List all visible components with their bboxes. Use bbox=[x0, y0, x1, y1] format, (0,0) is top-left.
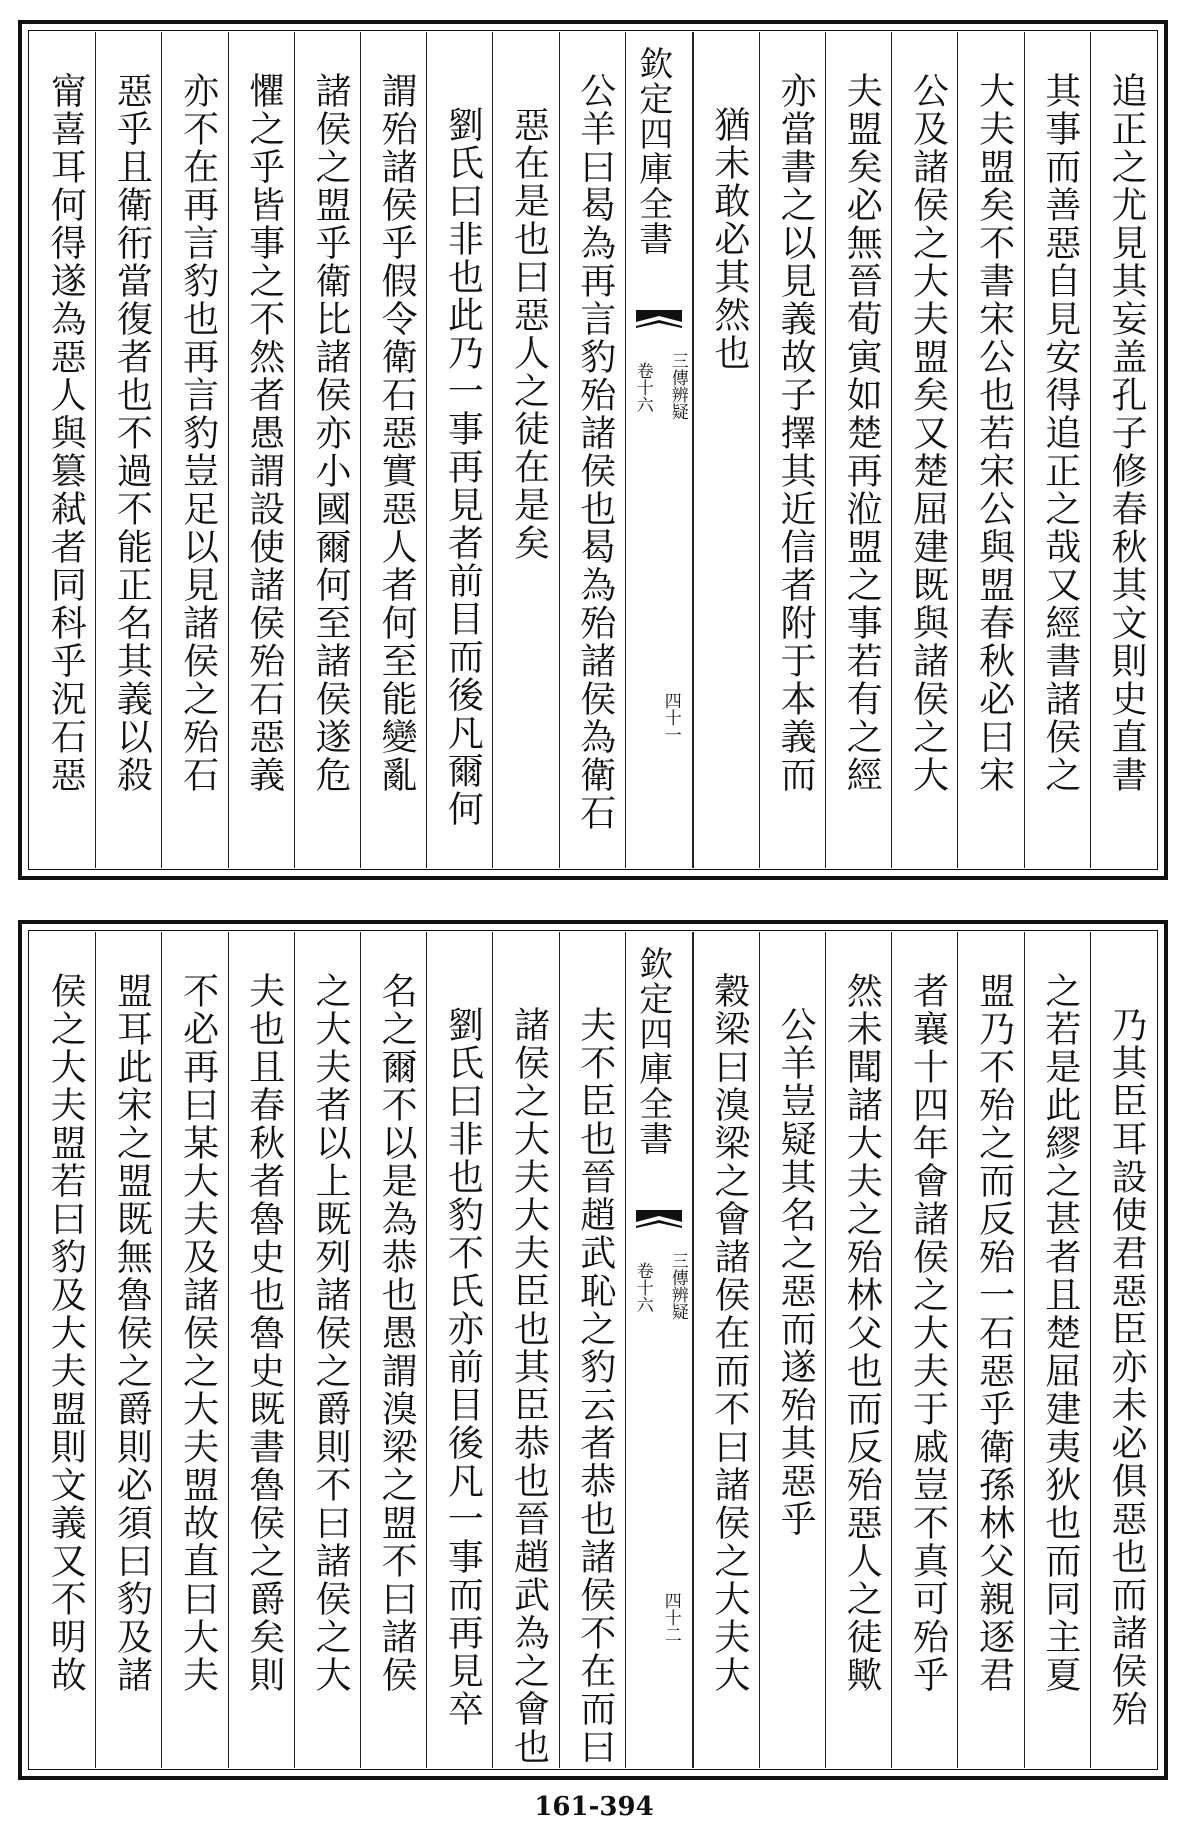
column-text: 亦不在再言豹也再言豹豈足以見諸侯之殆石 bbox=[177, 72, 219, 794]
text-column bbox=[30, 32, 95, 868]
text-column bbox=[759, 32, 825, 868]
text-column bbox=[1090, 932, 1156, 1768]
column-text: 亦當書之以見義故子擇其近信者附于本義而 bbox=[775, 72, 817, 794]
book-title: 三傳辨疑 bbox=[667, 352, 688, 420]
text-column bbox=[426, 32, 492, 868]
fish-tail-mark-icon bbox=[634, 1202, 684, 1242]
collection-title: 欽定四庫全書 bbox=[632, 46, 673, 256]
column-text: 劉氏曰非也豹不氏亦前目後凡一事而再見卒 bbox=[442, 1006, 484, 1728]
column-text: 諸侯之盟乎衛比諸侯亦小國爾何至諸侯遂危 bbox=[309, 72, 351, 794]
column-text: 追正之尤見其妄盖孔子修春秋其文則史直書 bbox=[1106, 72, 1147, 794]
volume-label: 卷十六 bbox=[632, 1262, 653, 1313]
text-column bbox=[294, 32, 360, 868]
column-text: 劉氏曰非也此乃一事再見者前目而後凡爾何 bbox=[442, 106, 484, 828]
column-text: 者襄十四年會諸侯之大夫于戚豈不真可殆乎 bbox=[907, 972, 949, 1694]
text-column bbox=[426, 932, 492, 1768]
bottom-page-columns bbox=[30, 932, 1156, 1768]
book-title: 三傳辨疑 bbox=[667, 1252, 688, 1320]
text-column bbox=[161, 32, 227, 868]
text-column bbox=[891, 932, 957, 1768]
column-text: 大夫盟矣不書宋公也若宋公與盟春秋必曰宋 bbox=[973, 72, 1015, 794]
column-text: 之若是此繆之甚者且楚屈建夷狄也而同主夏 bbox=[1039, 972, 1081, 1694]
column-text: 夫盟矣必無晉荀寅如楚再涖盟之事若有之經 bbox=[841, 72, 883, 794]
text-column bbox=[825, 932, 891, 1768]
column-text: 惡乎且衛衎當復者也不過不能正名其義以殺 bbox=[111, 72, 153, 794]
column-text: 盟乃不殆之而反殆一石惡乎衛孫林父親逐君 bbox=[973, 972, 1015, 1694]
text-column bbox=[559, 932, 625, 1768]
center-fold-column bbox=[625, 32, 693, 868]
text-column bbox=[1024, 932, 1090, 1768]
bottom-page bbox=[18, 920, 1168, 1780]
column-text: 公羊豈疑其名之惡而遂殆其惡乎 bbox=[775, 1006, 817, 1538]
folio-number: 四十一 bbox=[660, 692, 681, 743]
text-column bbox=[294, 932, 360, 1768]
text-column bbox=[1090, 32, 1156, 868]
column-text: 公及諸侯之大夫盟矣又楚屈建既與諸侯之大 bbox=[907, 72, 949, 794]
column-text: 惡在是也曰惡人之徒在是矣 bbox=[508, 106, 550, 562]
text-column bbox=[228, 32, 294, 868]
column-text: 之大夫者以上既列諸侯之爵則不曰諸侯之大 bbox=[309, 972, 351, 1694]
text-column bbox=[228, 932, 294, 1768]
text-column bbox=[95, 932, 161, 1768]
text-column bbox=[891, 32, 957, 868]
page-number-footer: 161-394 bbox=[534, 1792, 654, 1822]
column-text: 侯之大夫盟若曰豹及大夫盟則文義又不明故 bbox=[45, 972, 87, 1694]
column-text: 公羊曰曷為再言豹殆諸侯也曷為殆諸侯為衛石 bbox=[574, 72, 616, 832]
top-page-columns bbox=[30, 32, 1156, 868]
text-column bbox=[30, 932, 95, 1768]
text-column bbox=[492, 32, 558, 868]
column-text: 猶未敢必其然也 bbox=[708, 106, 750, 372]
text-column bbox=[492, 932, 558, 1768]
column-text: 夫也且春秋者魯史也魯史既書魯侯之爵矣則 bbox=[243, 972, 285, 1694]
text-column bbox=[95, 32, 161, 868]
text-column bbox=[759, 932, 825, 1768]
text-column bbox=[1024, 32, 1090, 868]
text-column bbox=[693, 932, 759, 1768]
folio-number: 四十二 bbox=[660, 1592, 681, 1643]
volume-label: 卷十六 bbox=[632, 362, 653, 413]
text-column bbox=[161, 932, 227, 1768]
column-text: 甯喜耳何得遂為惡人與篡弒者同科乎況石惡 bbox=[45, 72, 87, 794]
column-text: 穀梁曰溴梁之會諸侯在而不曰諸侯之大夫大 bbox=[708, 972, 750, 1694]
collection-title: 欽定四庫全書 bbox=[632, 946, 673, 1156]
column-text: 懼之乎皆事之不然者愚謂設使諸侯殆石惡義 bbox=[243, 72, 285, 794]
text-column bbox=[825, 32, 891, 868]
column-text: 不必再曰某大夫及諸侯之大夫盟故直曰大夫 bbox=[177, 972, 219, 1694]
column-text: 夫不臣也晉趙武恥之豹云者恭也諸侯不在而曰 bbox=[574, 1006, 616, 1766]
text-column bbox=[693, 32, 759, 868]
text-column bbox=[957, 932, 1023, 1768]
column-text: 諸侯之大夫大夫臣也其臣恭也晉趙武為之會也 bbox=[508, 1006, 550, 1766]
text-column bbox=[360, 32, 426, 868]
column-text: 乃其臣耳設使君惡臣亦未必俱惡也而諸侯殆 bbox=[1106, 1006, 1147, 1728]
column-text: 盟耳此宋之盟既無魯侯之爵則必須曰豹及諸 bbox=[111, 972, 153, 1694]
text-column bbox=[360, 932, 426, 1768]
fish-tail-mark-icon bbox=[634, 302, 684, 342]
column-text: 名之爾不以是為恭也愚謂溴梁之盟不曰諸侯 bbox=[376, 972, 418, 1694]
text-column bbox=[559, 32, 625, 868]
center-fold-column bbox=[625, 932, 693, 1768]
column-text: 然未聞諸大夫之殆林父也而反殆惡人之徒歟 bbox=[841, 972, 883, 1694]
top-page bbox=[18, 20, 1168, 880]
column-text: 其事而善惡自見安得追正之哉又經書諸侯之 bbox=[1039, 72, 1081, 794]
text-column bbox=[957, 32, 1023, 868]
column-text: 謂殆諸侯乎假令衛石惡實惡人者何至能變亂 bbox=[376, 72, 418, 794]
